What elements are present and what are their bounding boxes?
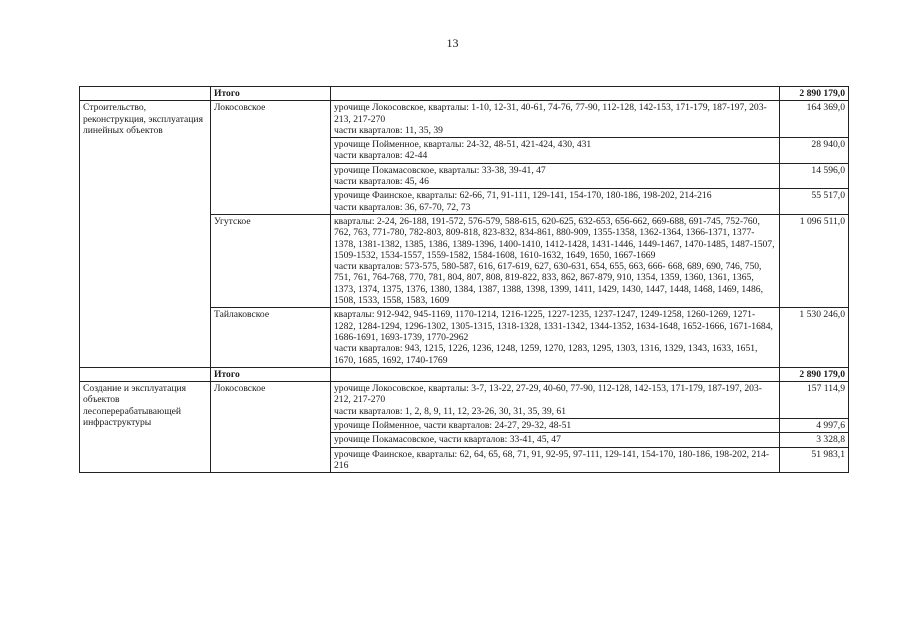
total-label: Итого	[211, 367, 331, 381]
forestry-cell: Тайлаковское	[211, 308, 331, 367]
quarters-line: части кварталов: 42-44	[334, 150, 428, 162]
forest-use-table	[79, 86, 849, 473]
quarters-cell	[331, 433, 780, 447]
quarters-line: урочище Локосовское, кварталы: 3-7, 13-22, 27-29, 40-60, 77-90, 112-128, 142-153, 171-179, 187-197, 203-212, 217-270	[334, 383, 762, 406]
total-empty-cell	[331, 87, 780, 101]
quarters-line: кварталы: 2-24, 26-188, 191-572, 576-579, 588-615, 620-625, 632-653, 656-662, 669-688, 691-745, 752-760, 762, 763, 771-780, 782-803, 809-818, 823-832, 834-861, 880-909, 1355-1358, 1362-1364, 1366-1371, 1377-1378, 1381-1382, 1385, 1386, 1389-1396, 1400-1410, 1412-1428, 1431-1446, 1449-1467, 1470-1485, 1487-1507, 1509-1532, 1534-1557, 1559-1582, 1584-1608, 1610-1632, 1649, 1650, 1667-1669	[334, 215, 775, 261]
area-value: 3 328,8	[780, 433, 849, 447]
area-value: 164 369,0	[780, 101, 849, 138]
area-value: 157 114,9	[780, 382, 849, 419]
quarters-line: урочище Локосовское, кварталы: 1-10, 12-31, 40-61, 74-76, 77-90, 112-128, 142-153, 171-179, 187-197, 203-213, 217-270	[334, 102, 767, 125]
table-row	[80, 101, 849, 138]
purpose-cell: Строительство, реконструкция, эксплуатация линейных объектов	[80, 101, 211, 368]
area-value: 55 517,0	[780, 189, 849, 215]
table-row	[80, 382, 849, 419]
forestry-cell: Локосовское	[211, 382, 331, 473]
quarters-line: части кварталов: 1, 2, 8, 9, 11, 12, 23-26, 30, 31, 35, 39, 61	[334, 405, 567, 417]
quarters-line: части кварталов: 943, 1215, 1226, 1236, 1248, 1259, 1270, 1283, 1295, 1303, 1316, 1329, 1343, 1633, 1651, 1670, 1685, 1692, 1740-1769	[334, 343, 758, 366]
quarters-line: урочище Пойменное, кварталы: 24-32, 48-51, 421-424, 430, 431	[334, 139, 592, 151]
forestry-cell: Угутское	[211, 214, 331, 307]
quarters-cell	[331, 138, 780, 164]
area-value: 4 997,6	[780, 419, 849, 433]
quarters-line: части кварталов: 11, 35, 39	[334, 124, 443, 136]
quarters-line: части кварталов: 573-575, 580-587, 616, 617-619, 627, 630-631, 654, 655, 663, 666- 668, 689, 690, 746, 750, 751, 761, 764-768, 770, 781, 804, 807, 808, 819-822, 833, 862, 867-879, 910, 1354, 1359, 1360, 1361, 1365, 1373, 1374, 1375, 1376, 1380, 1384, 1387, 1388, 1398, 1399, 1411, 1429, 1430, 1447, 1448, 1468, 1469, 1486, 1508, 1533, 1558, 1583, 1609	[334, 261, 763, 307]
total-empty-cell	[331, 367, 780, 381]
quarters-cell	[331, 189, 780, 215]
area-value: 28 940,0	[780, 138, 849, 164]
quarters-cell	[331, 101, 780, 138]
total-value: 2 890 179,0	[780, 87, 849, 101]
quarters-line: урочище Фаинское, кварталы: 62, 64, 65, 68, 71, 91, 92-95, 97-111, 129-141, 154-170, 180-186, 198-202, 214-216	[334, 448, 770, 471]
total-empty-cell	[80, 87, 211, 101]
total-row	[80, 87, 849, 101]
purpose-cell: Создание и эксплуатация объектов лесоперерабатывающей инфраструктуры	[80, 382, 211, 473]
quarters-cell	[331, 308, 780, 367]
quarters-cell	[331, 447, 780, 473]
quarters-line: кварталы: 912-942, 945-1169, 1170-1214, 1216-1225, 1227-1235, 1237-1247, 1249-1258, 1260-1269, 1271-1282, 1284-1294, 1296-1302, 1305-1315, 1318-1328, 1331-1342, 1344-1352, 1634-1648, 1652-1666, 1671-1684, 1686-1691, 1693-1739, 1770-2962	[334, 309, 773, 343]
quarters-cell	[331, 163, 780, 189]
area-value: 1 096 511,0	[780, 214, 849, 307]
area-value: 14 596,0	[780, 163, 849, 189]
quarters-line: части кварталов: 36, 67-70, 72, 73	[334, 201, 471, 213]
total-label: Итого	[211, 87, 331, 101]
quarters-line: урочище Покамасовское, части кварталов: 33-41, 45, 47	[334, 434, 561, 446]
quarters-line: урочище Фаинское, кварталы: 62-66, 71, 91-111, 129-141, 154-170, 180-186, 198-202, 214-216	[334, 190, 712, 202]
forestry-cell: Локосовское	[211, 101, 331, 215]
total-empty-cell	[80, 367, 211, 381]
area-value: 51 983,1	[780, 447, 849, 473]
quarters-line: урочище Покамасовское, кварталы: 33-38, 39-41, 47	[334, 164, 546, 176]
quarters-cell	[331, 382, 780, 419]
page-number: 13	[446, 36, 459, 50]
quarters-line: урочище Пойменное, части кварталов: 24-27, 29-32, 48-51	[334, 420, 572, 432]
quarters-line: части кварталов: 45, 46	[334, 176, 429, 188]
total-value: 2 890 179,0	[780, 367, 849, 381]
total-row	[80, 367, 849, 381]
quarters-cell	[331, 214, 780, 307]
quarters-cell	[331, 419, 780, 433]
area-value: 1 530 246,0	[780, 308, 849, 367]
